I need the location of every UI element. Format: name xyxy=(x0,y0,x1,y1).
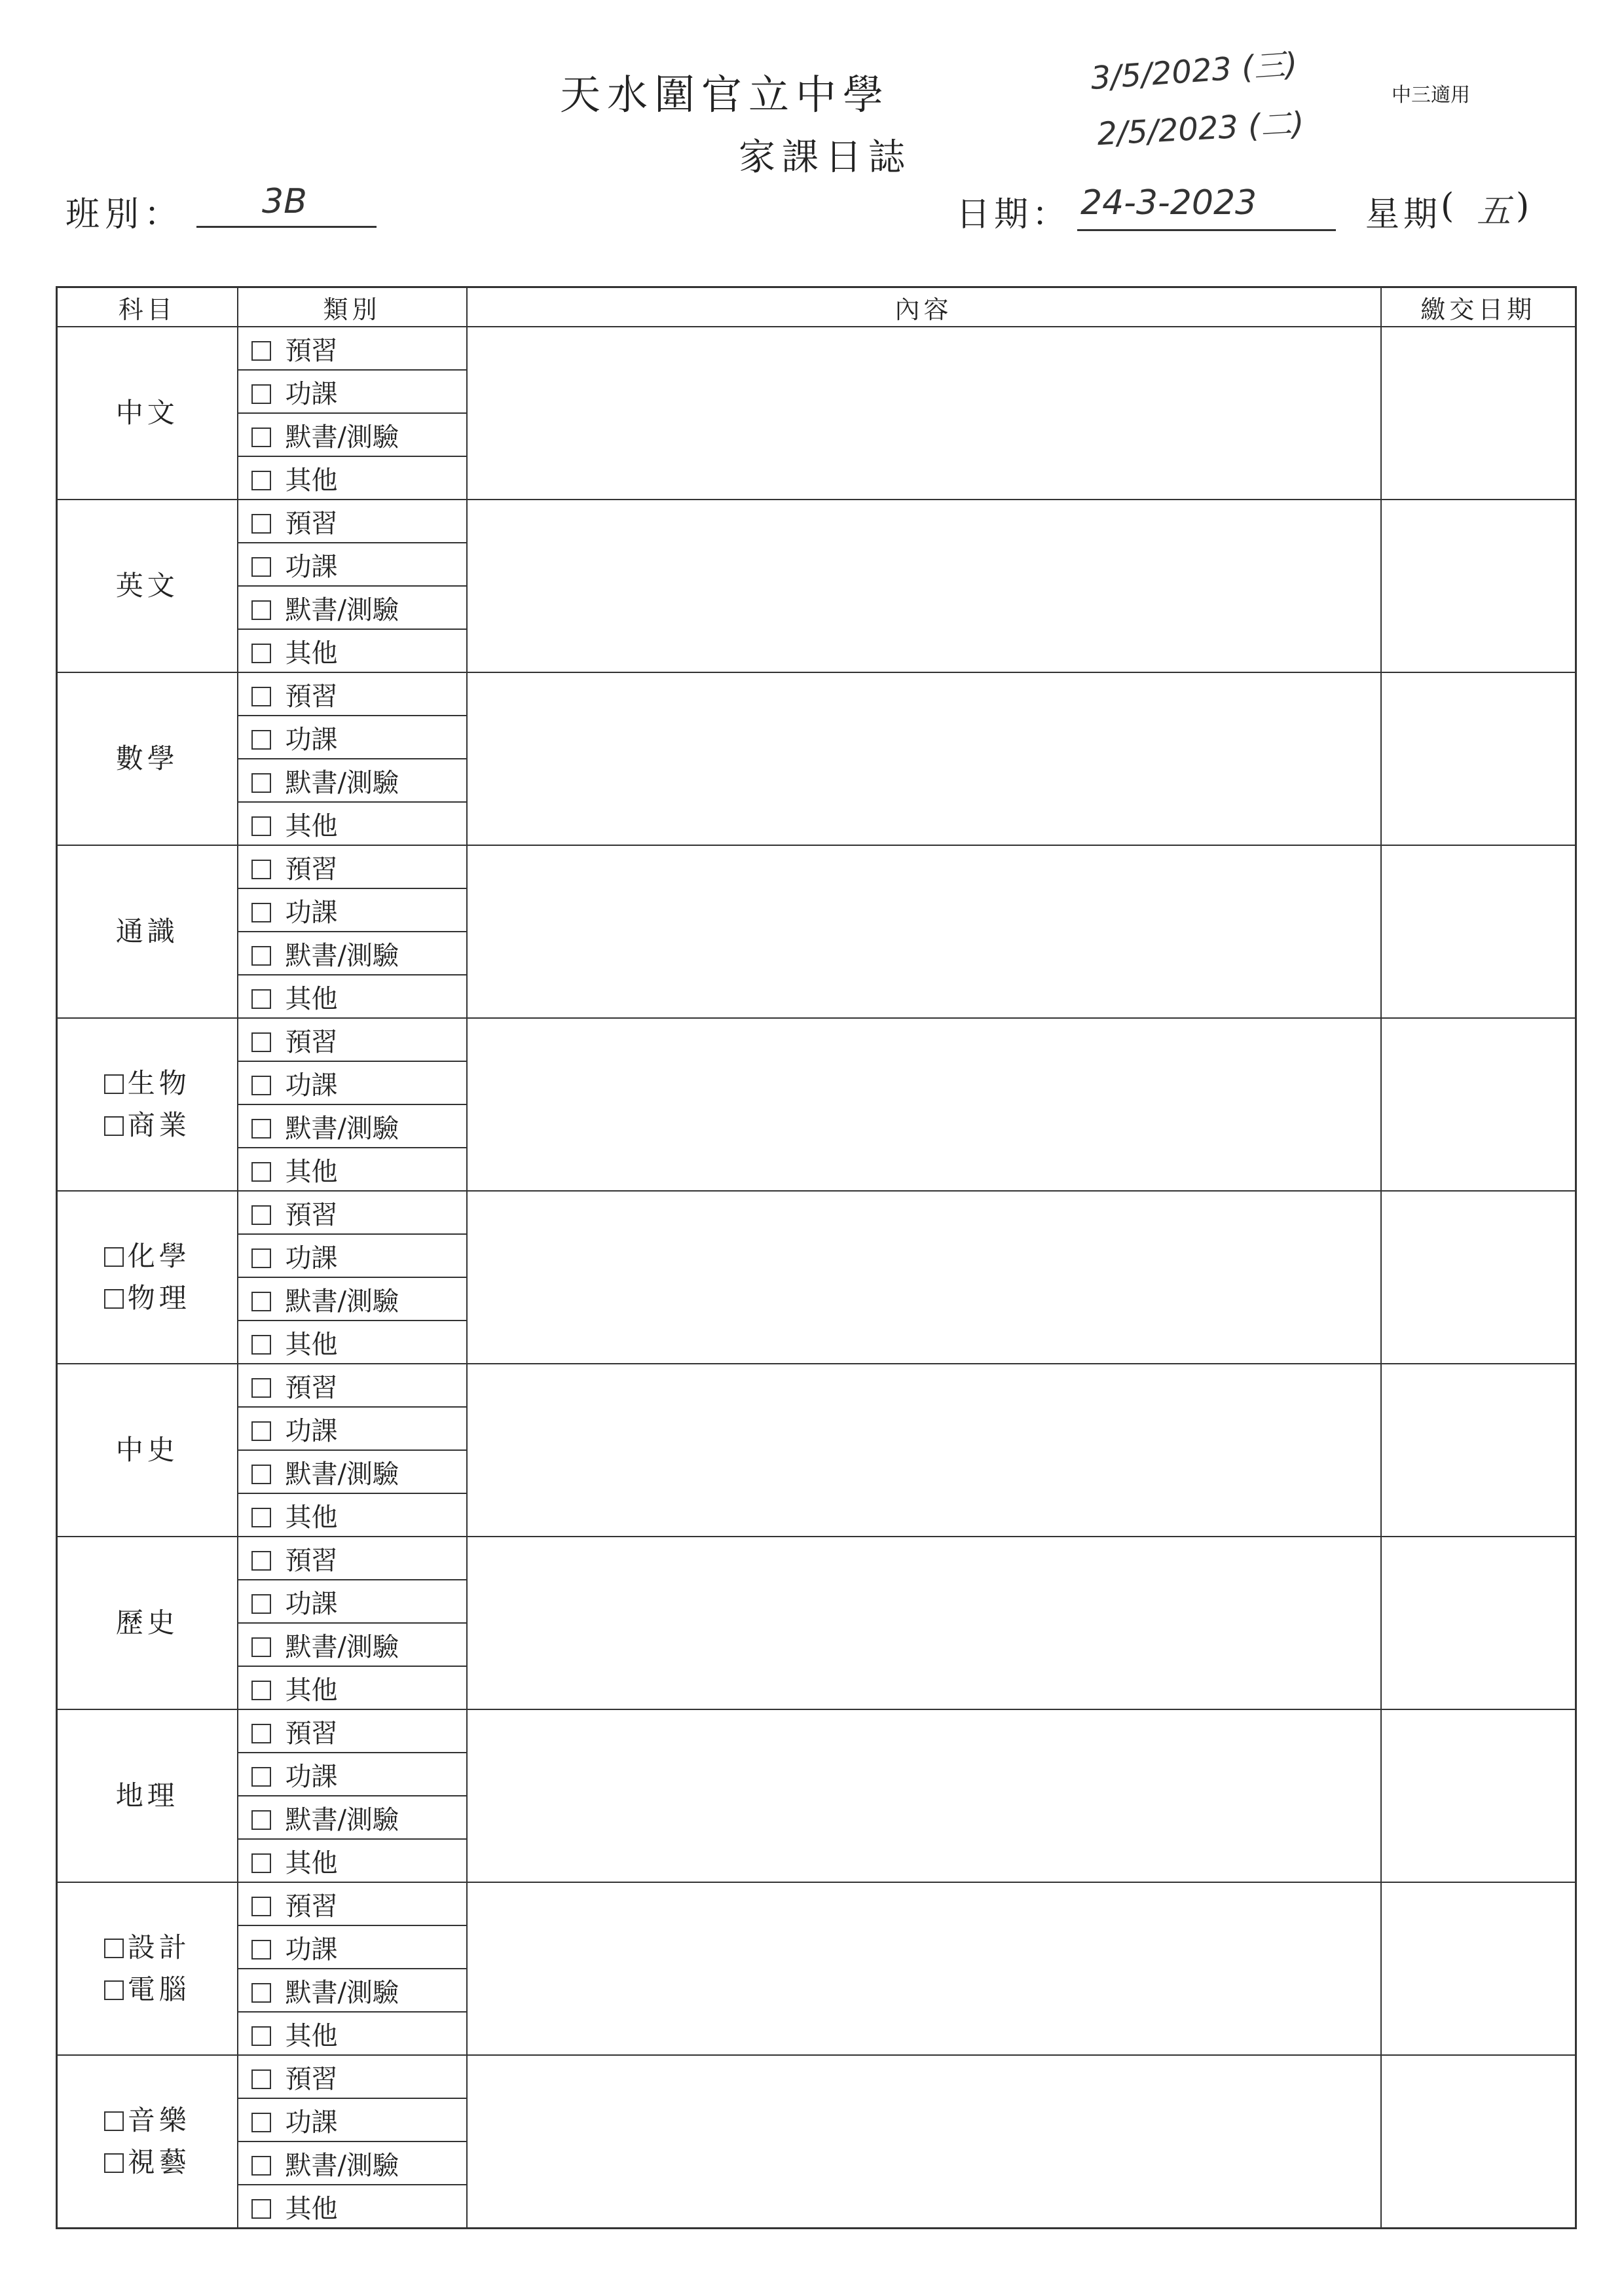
subject-checkbox[interactable] xyxy=(104,1074,124,1094)
subject-checkbox[interactable] xyxy=(104,1980,124,2000)
subject-checkbox[interactable] xyxy=(104,1116,124,1136)
content-cell[interactable] xyxy=(467,845,1381,1018)
weekday-close-paren: ) xyxy=(1516,187,1530,226)
due-date-cell[interactable] xyxy=(1381,1364,1576,1537)
category-checkbox[interactable] xyxy=(251,514,271,534)
subject-option[interactable] xyxy=(58,2141,237,2183)
subject-label: 視藝 xyxy=(127,2146,191,2178)
category-label: 功課 xyxy=(285,1415,338,1446)
category-label: 其他 xyxy=(285,1848,338,1878)
category-checkbox[interactable] xyxy=(251,2199,271,2219)
school-name: 天水圍官立中學 xyxy=(560,71,891,118)
category-label: 預習 xyxy=(285,681,338,712)
category-checkbox[interactable] xyxy=(251,1940,271,1959)
category-label: 功課 xyxy=(285,1070,338,1101)
content-cell[interactable] xyxy=(467,1018,1381,1191)
category-checkbox[interactable] xyxy=(251,1810,271,1830)
homework-table xyxy=(56,286,1577,2229)
category-checkbox[interactable] xyxy=(251,1162,271,1182)
weekday-open-paren: ( xyxy=(1441,187,1454,226)
category-checkbox[interactable] xyxy=(251,2069,271,2089)
subject-option[interactable] xyxy=(58,1104,237,1146)
category-cell[interactable] xyxy=(238,888,467,932)
due-date-cell[interactable] xyxy=(1381,845,1576,1018)
subject-label: 歷史 xyxy=(115,1607,179,1639)
category-checkbox[interactable] xyxy=(251,1508,271,1527)
category-checkbox[interactable] xyxy=(251,946,271,966)
table-row xyxy=(57,500,1576,543)
category-checkbox[interactable] xyxy=(251,773,271,793)
category-cell[interactable] xyxy=(238,543,467,586)
form-title: 家課日誌 xyxy=(739,136,912,179)
subject-label: 設計 xyxy=(127,1931,191,1963)
category-cell[interactable] xyxy=(238,2185,467,2229)
due-date-cell[interactable] xyxy=(1381,1191,1576,1364)
category-label: 其他 xyxy=(285,1156,338,1187)
subject-label: 數學 xyxy=(115,742,179,774)
subject-cell xyxy=(57,1018,238,1191)
category-checkbox[interactable] xyxy=(251,2156,271,2176)
category-cell[interactable] xyxy=(238,1407,467,1450)
category-checkbox[interactable] xyxy=(251,1205,271,1225)
category-label: 其他 xyxy=(285,2020,338,2051)
category-checkbox[interactable] xyxy=(251,1248,271,1268)
table-row xyxy=(57,1882,1576,1925)
table-row xyxy=(57,327,1576,370)
subject-option xyxy=(58,738,237,780)
category-cell[interactable] xyxy=(238,802,467,845)
table-row xyxy=(57,1709,1576,1753)
subject-checkbox[interactable] xyxy=(104,1939,124,1958)
subject-label: 英文 xyxy=(115,570,179,602)
category-label: 功課 xyxy=(285,724,338,755)
category-checkbox[interactable] xyxy=(251,1032,271,1052)
subject-option xyxy=(58,392,237,434)
category-cell[interactable] xyxy=(238,716,467,759)
header-content: 內容 xyxy=(467,287,1381,327)
category-cell[interactable] xyxy=(238,1666,467,1709)
category-label: 其他 xyxy=(285,983,338,1014)
due-date-cell[interactable] xyxy=(1381,1018,1576,1191)
due-date-cell[interactable] xyxy=(1381,327,1576,500)
category-label: 功課 xyxy=(285,1761,338,1792)
category-checkbox[interactable] xyxy=(251,1681,271,1700)
weekday-label: 星期 xyxy=(1365,195,1442,234)
subject-option[interactable] xyxy=(58,1235,237,1277)
category-label: 預習 xyxy=(285,508,338,539)
category-label: 默書/測驗 xyxy=(285,940,399,971)
category-label: 其他 xyxy=(285,638,338,668)
subject-option[interactable] xyxy=(58,1927,237,1969)
category-checkbox[interactable] xyxy=(251,1335,271,1355)
subject-option[interactable] xyxy=(58,1969,237,2011)
weekday-value[interactable]: 五 xyxy=(1477,192,1511,231)
table-row xyxy=(57,1018,1576,1061)
category-label: 默書/測驗 xyxy=(285,1459,399,1489)
category-label: 默書/測驗 xyxy=(285,594,399,625)
category-label: 功課 xyxy=(285,2107,338,2138)
category-checkbox[interactable] xyxy=(251,471,271,490)
subject-cell xyxy=(57,672,238,845)
category-label: 默書/測驗 xyxy=(285,1113,399,1144)
category-cell[interactable] xyxy=(238,1882,467,1925)
subject-cell xyxy=(57,327,238,500)
category-cell[interactable] xyxy=(238,2012,467,2055)
category-label: 功課 xyxy=(285,1934,338,1965)
content-cell[interactable] xyxy=(467,1191,1381,1364)
category-label: 其他 xyxy=(285,2193,338,2224)
category-cell[interactable] xyxy=(238,1796,467,1839)
category-label: 功課 xyxy=(285,551,338,582)
content-cell[interactable] xyxy=(467,327,1381,500)
category-label: 其他 xyxy=(285,1502,338,1533)
category-checkbox[interactable] xyxy=(251,1076,271,1095)
subject-option[interactable] xyxy=(58,2100,237,2141)
category-cell[interactable] xyxy=(238,1234,467,1277)
subject-option xyxy=(58,565,237,607)
category-cell[interactable] xyxy=(238,1277,467,1321)
subject-option xyxy=(58,1775,237,1817)
subject-option[interactable] xyxy=(58,1277,237,1319)
subject-checkbox[interactable] xyxy=(104,2111,124,2131)
category-cell[interactable] xyxy=(238,759,467,802)
category-cell[interactable] xyxy=(238,1191,467,1234)
table-header-row xyxy=(57,287,1576,327)
category-checkbox[interactable] xyxy=(251,687,271,706)
subject-label: 中文 xyxy=(115,397,179,429)
category-cell[interactable] xyxy=(238,1018,467,1061)
header-due-date: 繳交日期 xyxy=(1381,287,1576,327)
category-cell[interactable] xyxy=(238,1321,467,1364)
category-checkbox[interactable] xyxy=(251,428,271,447)
category-cell[interactable] xyxy=(238,1364,467,1407)
category-checkbox[interactable] xyxy=(251,600,271,620)
category-label: 預習 xyxy=(285,1027,338,1057)
category-cell[interactable] xyxy=(238,1839,467,1882)
category-label: 預習 xyxy=(285,854,338,884)
subject-cell xyxy=(57,1537,238,1709)
category-checkbox[interactable] xyxy=(251,1378,271,1398)
category-cell[interactable] xyxy=(238,500,467,543)
subject-label: 電腦 xyxy=(127,1973,191,2005)
content-cell[interactable] xyxy=(467,672,1381,845)
class-label: 班別： xyxy=(65,195,184,234)
category-checkbox[interactable] xyxy=(251,1465,271,1484)
subject-label: 化學 xyxy=(127,1240,191,1272)
category-checkbox[interactable] xyxy=(251,1767,271,1787)
category-cell[interactable] xyxy=(238,1450,467,1493)
category-cell[interactable] xyxy=(238,1493,467,1537)
category-checkbox[interactable] xyxy=(251,730,271,750)
category-cell[interactable] xyxy=(238,629,467,672)
content-cell[interactable] xyxy=(467,1537,1381,1709)
table-row xyxy=(57,1364,1576,1407)
class-value[interactable]: 3B xyxy=(262,182,307,221)
category-label: 預習 xyxy=(285,2064,338,2094)
category-checkbox[interactable] xyxy=(251,1983,271,2003)
category-cell[interactable] xyxy=(238,1104,467,1148)
category-checkbox[interactable] xyxy=(251,2026,271,2046)
content-cell[interactable] xyxy=(467,1882,1381,2055)
category-checkbox[interactable] xyxy=(251,860,271,879)
category-label: 其他 xyxy=(285,465,338,496)
subject-cell xyxy=(57,1709,238,1882)
class-underline xyxy=(196,226,377,228)
content-cell[interactable] xyxy=(467,1709,1381,1882)
category-cell[interactable] xyxy=(238,1580,467,1623)
table-row xyxy=(57,2055,1576,2098)
category-checkbox[interactable] xyxy=(251,1724,271,1743)
subject-label: 音樂 xyxy=(127,2104,191,2136)
category-cell[interactable] xyxy=(238,1537,467,1580)
due-date-cell[interactable] xyxy=(1381,500,1576,672)
category-label: 默書/測驗 xyxy=(285,1631,399,1662)
category-checkbox[interactable] xyxy=(251,557,271,577)
content-cell[interactable] xyxy=(467,500,1381,672)
category-label: 功課 xyxy=(285,378,338,409)
subject-cell xyxy=(57,1364,238,1537)
category-checkbox[interactable] xyxy=(251,1292,271,1311)
subject-cell xyxy=(57,845,238,1018)
subject-checkbox[interactable] xyxy=(104,2153,124,2173)
subject-cell xyxy=(57,2055,238,2229)
category-checkbox[interactable] xyxy=(251,1897,271,1916)
subject-option[interactable] xyxy=(58,1063,237,1104)
subject-label: 商業 xyxy=(127,1109,191,1141)
content-cell[interactable] xyxy=(467,1364,1381,1537)
handwritten-date-1: 3/5/2023 (三) xyxy=(1089,46,1299,97)
category-label: 預習 xyxy=(285,1199,338,1230)
category-label: 默書/測驗 xyxy=(285,767,399,798)
category-cell[interactable] xyxy=(238,1925,467,1969)
category-cell[interactable] xyxy=(238,845,467,888)
subject-label: 中史 xyxy=(115,1434,179,1466)
category-cell[interactable] xyxy=(238,1061,467,1104)
table-row xyxy=(57,672,1576,716)
category-cell[interactable] xyxy=(238,1969,467,2012)
category-label: 默書/測驗 xyxy=(285,2150,399,2181)
category-label: 功課 xyxy=(285,1588,338,1619)
subject-option xyxy=(58,1602,237,1644)
applicable-note: 中三適用 xyxy=(1392,84,1470,107)
header-subject: 科目 xyxy=(57,287,238,327)
subject-label: 物理 xyxy=(127,1282,191,1314)
category-checkbox[interactable] xyxy=(251,1551,271,1571)
category-label: 功課 xyxy=(285,897,338,928)
table-row xyxy=(57,845,1576,888)
category-checkbox[interactable] xyxy=(251,989,271,1009)
category-cell[interactable] xyxy=(238,1753,467,1796)
category-cell[interactable] xyxy=(238,2098,467,2141)
subject-option xyxy=(58,911,237,953)
category-label: 默書/測驗 xyxy=(285,1804,399,1835)
category-label: 預習 xyxy=(285,1372,338,1403)
category-checkbox[interactable] xyxy=(251,1853,271,1873)
date-underline xyxy=(1077,229,1336,231)
header-category: 類別 xyxy=(238,287,467,327)
due-date-cell[interactable] xyxy=(1381,1537,1576,1709)
category-label: 其他 xyxy=(285,811,338,841)
category-checkbox[interactable] xyxy=(251,816,271,836)
category-label: 預習 xyxy=(285,1718,338,1749)
category-checkbox[interactable] xyxy=(251,903,271,922)
category-label: 預習 xyxy=(285,335,338,366)
category-cell[interactable] xyxy=(238,975,467,1018)
category-checkbox[interactable] xyxy=(251,1119,271,1139)
subject-label: 生物 xyxy=(127,1067,191,1099)
subject-cell xyxy=(57,1882,238,2055)
category-checkbox[interactable] xyxy=(251,341,271,361)
category-cell[interactable] xyxy=(238,370,467,413)
category-cell[interactable] xyxy=(238,2055,467,2098)
category-label: 默書/測驗 xyxy=(285,1286,399,1317)
category-cell[interactable] xyxy=(238,327,467,370)
category-cell[interactable] xyxy=(238,413,467,456)
handwritten-date-2: 2/5/2023 (二) xyxy=(1096,105,1305,153)
category-cell[interactable] xyxy=(238,1709,467,1753)
subject-option xyxy=(58,1429,237,1471)
category-cell[interactable] xyxy=(238,456,467,500)
category-cell[interactable] xyxy=(238,932,467,975)
due-date-cell[interactable] xyxy=(1381,1709,1576,1882)
subject-cell xyxy=(57,500,238,672)
table-body xyxy=(57,327,1576,2229)
due-date-cell[interactable] xyxy=(1381,1882,1576,2055)
subject-label: 通識 xyxy=(115,915,179,947)
category-label: 其他 xyxy=(285,1329,338,1360)
category-cell[interactable] xyxy=(238,672,467,716)
category-cell[interactable] xyxy=(238,1148,467,1191)
subject-checkbox[interactable] xyxy=(104,1247,124,1267)
category-label: 默書/測驗 xyxy=(285,422,399,452)
table-row xyxy=(57,1537,1576,1580)
category-label: 功課 xyxy=(285,1243,338,1273)
date-value[interactable]: 24-3-2023 xyxy=(1080,183,1257,223)
category-label: 其他 xyxy=(285,1675,338,1705)
category-checkbox[interactable] xyxy=(251,644,271,663)
due-date-cell[interactable] xyxy=(1381,672,1576,845)
category-checkbox[interactable] xyxy=(251,1594,271,1614)
category-checkbox[interactable] xyxy=(251,384,271,404)
date-label: 日期： xyxy=(956,195,1071,234)
category-label: 預習 xyxy=(285,1891,338,1922)
category-checkbox[interactable] xyxy=(251,1637,271,1657)
category-label: 預習 xyxy=(285,1545,338,1576)
category-checkbox[interactable] xyxy=(251,1421,271,1441)
subject-label: 地理 xyxy=(115,1779,179,1812)
subject-checkbox[interactable] xyxy=(104,1289,124,1309)
category-cell[interactable] xyxy=(238,1623,467,1666)
category-checkbox[interactable] xyxy=(251,2113,271,2132)
category-label: 默書/測驗 xyxy=(285,1977,399,2008)
due-date-cell[interactable] xyxy=(1381,2055,1576,2229)
category-cell[interactable] xyxy=(238,586,467,629)
category-cell[interactable] xyxy=(238,2141,467,2185)
content-cell[interactable] xyxy=(467,2055,1381,2229)
subject-cell xyxy=(57,1191,238,1364)
table-row xyxy=(57,1191,1576,1234)
